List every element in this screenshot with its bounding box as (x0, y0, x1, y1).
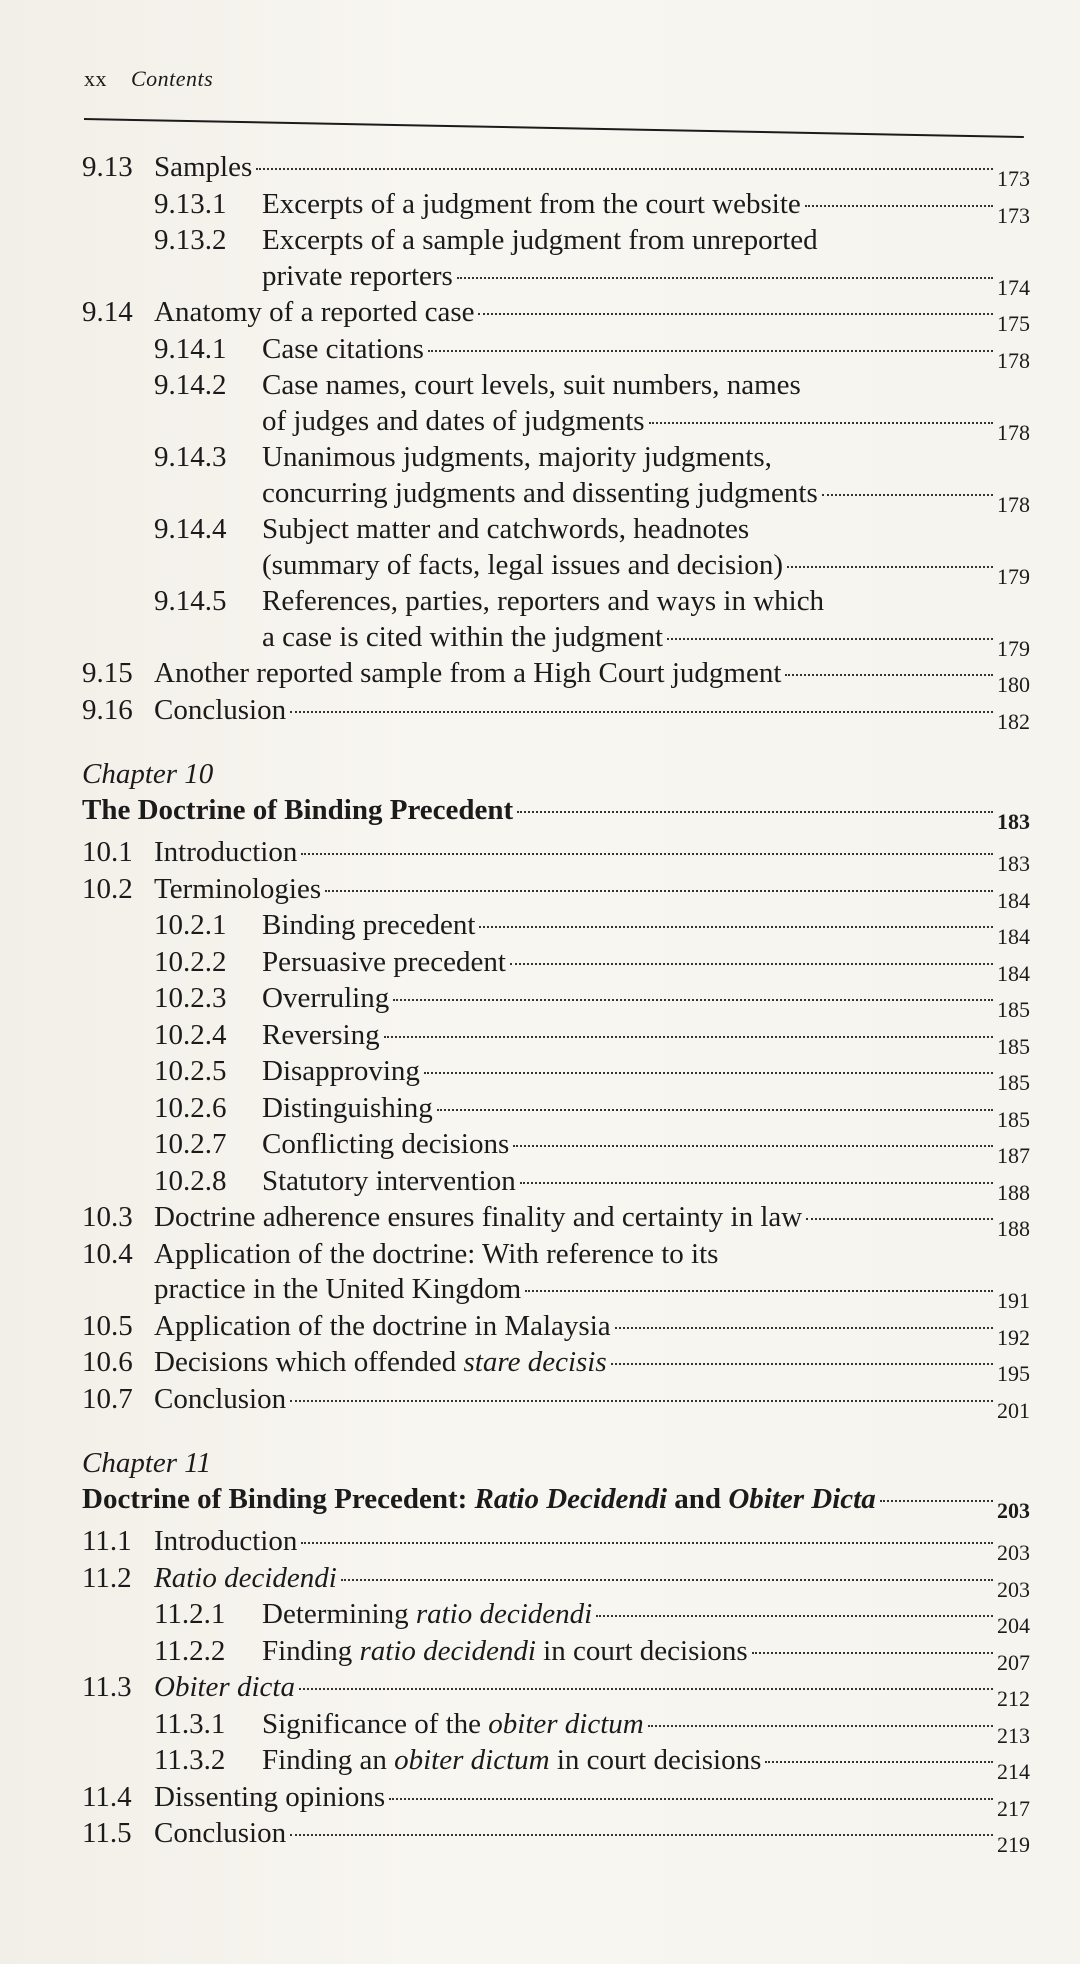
entry-page: 178 (997, 347, 1030, 373)
leader-dots (437, 1109, 993, 1111)
leader-dots (290, 1400, 993, 1402)
entry-number: 11.3.2 (154, 1744, 226, 1776)
leader-dots (424, 1072, 993, 1074)
chapter-10-title: The Doctrine of Binding Precedent 183 (82, 793, 1030, 834)
toc-entry (82, 1816, 1030, 1857)
leader-dots (787, 566, 993, 568)
entry-page: 191 (997, 1288, 1030, 1313)
leader-dots (301, 1542, 993, 1544)
entry-number: 9.13 (82, 151, 133, 183)
entry-title: Distinguishing (262, 1091, 433, 1124)
toc-entry (82, 945, 1030, 986)
toc-entry (82, 1382, 1030, 1423)
entry-number: 11.3.1 (154, 1707, 226, 1740)
entry-number: 10.1 (82, 836, 133, 868)
toc-entry (82, 835, 1030, 876)
entry-number: 9.13.1 (154, 187, 227, 220)
toc-entry-continued (82, 548, 1030, 589)
entry-title: Case citations (262, 332, 424, 365)
entry-title: Case names, court levels, suit numbers, names (262, 369, 801, 401)
leader-dots (393, 999, 993, 1001)
entry-page: 178 (997, 419, 1030, 445)
toc-chapter11-entries (82, 1524, 1030, 1857)
entry-number: 10.2.6 (154, 1091, 227, 1124)
leader-dots (667, 638, 993, 640)
leader-dots (765, 1761, 993, 1763)
running-head (84, 66, 213, 92)
table-of-contents (82, 150, 1030, 1857)
entry-page: 192 (997, 1324, 1030, 1350)
toc-entry (82, 1670, 1030, 1711)
entry-number: 10.2.8 (154, 1164, 227, 1197)
toc-entry (82, 1091, 1030, 1132)
entry-number: 11.5 (82, 1817, 132, 1849)
entry-title-continued: (summary of facts, legal issues and decision) (262, 548, 784, 581)
toc-entry (82, 1561, 1030, 1602)
entry-title: Persuasive precedent (262, 945, 506, 978)
leader-dots (615, 1327, 993, 1329)
entry-page: 182 (997, 708, 1030, 734)
toc-entry (82, 1634, 1030, 1675)
section-title: Contents (131, 66, 214, 91)
entry-number: 10.2 (82, 872, 133, 905)
entry-number: 9.16 (82, 693, 133, 726)
chapter-10-label: Chapter 10 (82, 758, 214, 790)
entry-title: Excerpts of a sample judgment from unreported (262, 224, 818, 256)
entry-title: Introduction (154, 836, 298, 868)
entry-title: Conclusion (154, 693, 287, 726)
toc-entry (82, 693, 1030, 734)
entry-page: 173 (997, 202, 1030, 228)
entry-title: Ratio decidendi (154, 1561, 337, 1594)
entry-number: 9.14.3 (154, 441, 227, 473)
entry-title: Determining ratio decidendi (262, 1598, 593, 1630)
entry-title: Statutory intervention (262, 1164, 516, 1197)
toc-entry (82, 981, 1030, 1022)
toc-entry (82, 1200, 1030, 1241)
toc-entry (82, 1345, 1030, 1386)
entry-number: 10.7 (82, 1382, 133, 1415)
entry-number: 10.2.4 (154, 1018, 227, 1051)
toc-entry (82, 1780, 1030, 1821)
entry-title: Obiter dicta (154, 1671, 295, 1703)
toc-entry (82, 368, 1030, 404)
leader-dots (822, 494, 993, 496)
entry-title: Decisions which offended stare decisis (154, 1346, 607, 1378)
entry-title: Finding an obiter dictum in court decisions (262, 1744, 762, 1776)
entry-page: 187 (997, 1143, 1030, 1168)
entry-number: 10.2.1 (154, 909, 227, 941)
entry-title: Conclusion (154, 1817, 287, 1849)
leader-dots (520, 1182, 993, 1184)
toc-entry (82, 584, 1030, 620)
leader-dots (428, 350, 993, 352)
leader-dots (649, 422, 993, 424)
entry-number: 11.1 (82, 1525, 132, 1557)
entry-page: 213 (997, 1722, 1030, 1748)
entry-page: 201 (997, 1397, 1030, 1423)
toc-entry (82, 1707, 1030, 1748)
entry-page: 203 (997, 1576, 1030, 1602)
toc-entry (82, 1164, 1030, 1205)
leader-dots (457, 277, 993, 279)
toc-chapter9-continued (82, 150, 1030, 734)
entry-number: 10.2.7 (154, 1128, 227, 1160)
toc-entry (82, 1018, 1030, 1059)
toc-entry (82, 512, 1030, 548)
entry-number: 11.2.1 (154, 1598, 226, 1630)
entry-title: Reversing (262, 1018, 380, 1051)
entry-number: 9.14.5 (154, 585, 227, 617)
entry-title: Subject matter and catchwords, headnotes (262, 513, 750, 545)
leader-dots (596, 1615, 993, 1617)
toc-entry (82, 223, 1030, 259)
toc-entry (82, 332, 1030, 373)
entry-number: 9.14.2 (154, 369, 227, 401)
entry-title: Significance of the obiter dictum (262, 1707, 644, 1740)
entry-title: Binding precedent (262, 909, 476, 941)
toc-entry-continued (82, 620, 1030, 661)
entry-page: 184 (997, 887, 1030, 913)
entry-page: 214 (997, 1759, 1030, 1784)
leader-dots (752, 1652, 993, 1654)
leader-dots (785, 674, 993, 676)
entry-number: 9.14 (82, 296, 133, 328)
entry-page: 185 (997, 1070, 1030, 1095)
entry-number: 11.2 (82, 1561, 132, 1594)
entry-number: 10.5 (82, 1309, 133, 1342)
toc-entry (82, 187, 1030, 228)
toc-entry (82, 656, 1030, 697)
entry-title-continued: a case is cited within the judgment (262, 620, 664, 653)
entry-page: 203 (997, 1540, 1030, 1565)
entry-title: Another reported sample from a High Court judgment (154, 657, 782, 689)
entry-number: 11.4 (82, 1780, 132, 1813)
leader-dots (256, 168, 993, 170)
header-rule (84, 118, 1024, 138)
leader-dots (805, 205, 993, 207)
toc-entry-continued (82, 1272, 1030, 1313)
toc-entry-continued (82, 259, 1030, 300)
entry-number: 10.2.2 (154, 945, 227, 978)
toc-entry (82, 1054, 1030, 1095)
toc-entry (82, 1743, 1030, 1784)
leader-dots (384, 1036, 993, 1038)
leader-dots (301, 853, 993, 855)
entry-page: 184 (997, 924, 1030, 949)
entry-title: Samples (154, 151, 253, 183)
entry-number: 11.2.2 (154, 1634, 226, 1667)
entry-page: 212 (997, 1686, 1030, 1711)
toc-entry (82, 1597, 1030, 1638)
leader-dots (648, 1725, 993, 1727)
entry-title: Unanimous judgments, majority judgments, (262, 441, 772, 473)
chapter-11-title: Doctrine of Binding Precedent: Ratio Decidendi and Obiter Dicta 203 (82, 1482, 1030, 1523)
leader-dots (299, 1688, 993, 1690)
toc-entry (82, 1309, 1030, 1350)
entry-page: 207 (997, 1649, 1030, 1675)
toc-entry (82, 1127, 1030, 1168)
entry-page: 185 (997, 1106, 1030, 1132)
entry-title: Dissenting opinions (154, 1780, 386, 1813)
entry-title-continued: concurring judgments and dissenting judgments (262, 476, 818, 509)
entry-title: Excerpts of a judgment from the court website (262, 187, 801, 220)
entry-title: Anatomy of a reported case (154, 296, 475, 328)
leader-dots (611, 1363, 993, 1365)
entry-number: 10.3 (82, 1201, 133, 1233)
toc-entry (82, 1237, 1030, 1273)
leader-dots (325, 890, 993, 892)
entry-page: 204 (997, 1613, 1030, 1638)
chapter-11-label: Chapter 11 (82, 1447, 212, 1479)
entry-page: 179 (997, 563, 1030, 589)
entry-title: Application of the doctrine: With reference to its (154, 1237, 719, 1270)
entry-title: Application of the doctrine in Malaysia (154, 1309, 611, 1342)
entry-title-continued: of judges and dates of judgments (262, 404, 645, 437)
toc-entry (82, 1524, 1030, 1565)
entry-title-continued: practice in the United Kingdom (154, 1273, 522, 1305)
leader-dots (290, 711, 993, 713)
entry-title: Conflicting decisions (262, 1128, 510, 1160)
entry-number: 9.14.4 (154, 513, 227, 545)
entry-page: 174 (997, 274, 1030, 300)
entry-number: 9.14.1 (154, 332, 227, 365)
entry-number: 10.4 (82, 1237, 133, 1270)
leader-dots (389, 1798, 993, 1800)
toc-entry-continued (82, 476, 1030, 517)
page-number: xx (84, 66, 107, 91)
entry-title-continued: private reporters (262, 259, 453, 292)
entry-page: 183 (997, 851, 1030, 876)
toc-entry (82, 908, 1030, 949)
leader-dots (290, 1834, 993, 1836)
entry-page: 175 (997, 311, 1030, 336)
leader-dots (513, 1145, 993, 1147)
toc-entry (82, 150, 1030, 191)
entry-number: 9.13.2 (154, 224, 227, 256)
entry-page: 173 (997, 166, 1030, 191)
entry-title: Finding ratio decidendi in court decisions (262, 1634, 748, 1667)
entry-page: 185 (997, 997, 1030, 1022)
entry-title: Disapproving (262, 1055, 420, 1087)
entry-page: 180 (997, 672, 1030, 697)
leader-dots (510, 963, 993, 965)
entry-page: 185 (997, 1033, 1030, 1059)
entry-number: 10.2.3 (154, 982, 227, 1014)
entry-number: 11.3 (82, 1671, 132, 1703)
leader-dots (478, 313, 993, 315)
toc-entry (82, 872, 1030, 913)
leader-dots (525, 1290, 993, 1292)
toc-chapter10-entries (82, 835, 1030, 1423)
entry-number: 10.6 (82, 1346, 133, 1378)
entry-title: Doctrine adherence ensures finality and certainty in law (154, 1201, 803, 1233)
entry-page: 217 (997, 1795, 1030, 1821)
entry-page: 195 (997, 1361, 1030, 1386)
entry-number: 10.2.5 (154, 1055, 227, 1087)
entry-title: Conclusion (154, 1382, 287, 1415)
leader-dots (806, 1218, 993, 1220)
entry-page: 184 (997, 960, 1030, 986)
entry-page: 188 (997, 1216, 1030, 1241)
leader-dots (341, 1579, 993, 1581)
entry-page: 188 (997, 1179, 1030, 1205)
entry-page: 179 (997, 635, 1030, 661)
entry-number: 9.15 (82, 657, 133, 689)
toc-entry-continued (82, 404, 1030, 445)
entry-title: Introduction (154, 1525, 298, 1557)
entry-title: References, parties, reporters and ways in which (262, 585, 825, 617)
entry-title: Overruling (262, 982, 390, 1014)
toc-entry (82, 440, 1030, 476)
leader-dots (479, 926, 993, 928)
entry-page: 178 (997, 491, 1030, 517)
toc-entry (82, 295, 1030, 336)
entry-title: Terminologies (154, 872, 322, 905)
entry-page: 219 (997, 1832, 1030, 1857)
